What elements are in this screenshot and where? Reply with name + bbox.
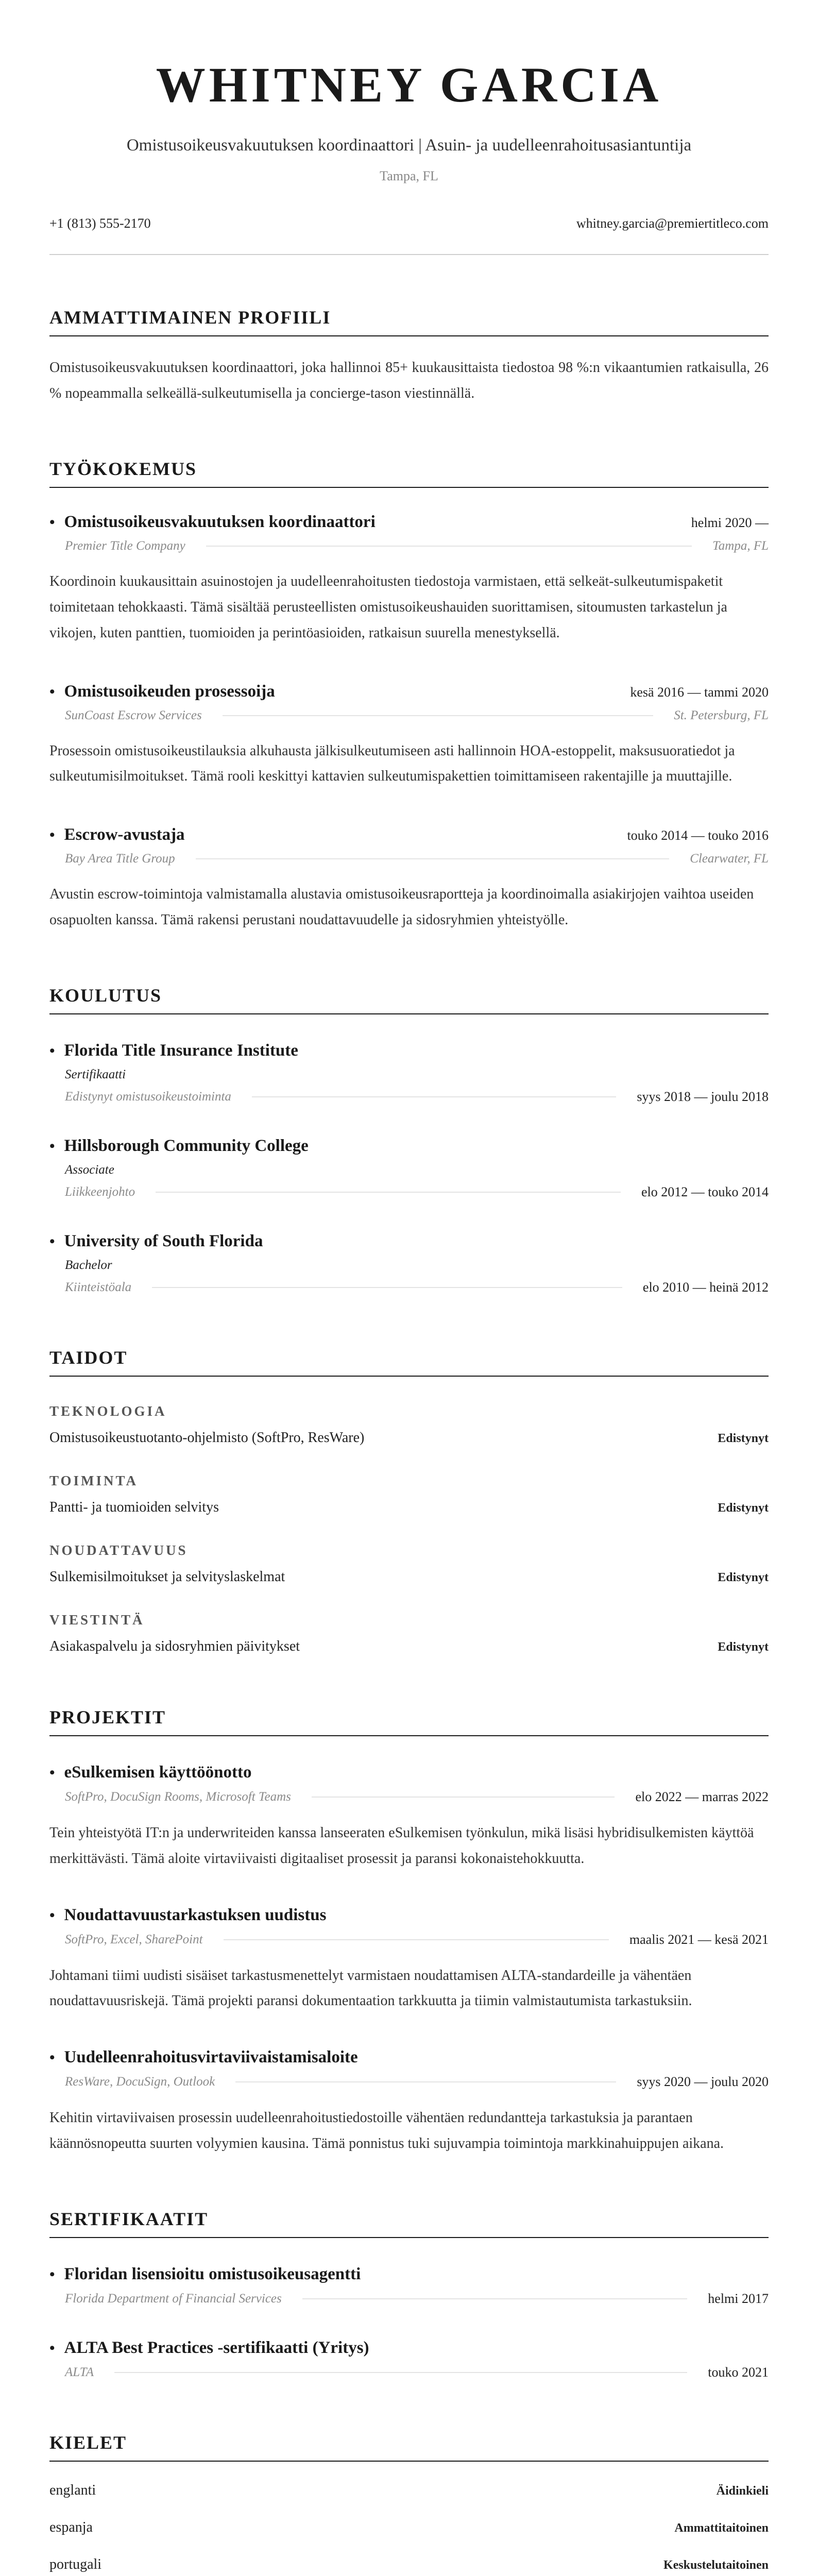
candidate-title: Omistusoikeusvakuutuksen koordinaattori | Asuin- ja uudelleenrahoitusasiantuntija	[126, 136, 692, 155]
skill-category: NOUDATTAVUUS	[49, 1542, 188, 1558]
language-name: englanti	[49, 2482, 96, 2498]
bullet-icon: •	[49, 826, 55, 844]
divider	[235, 2081, 616, 2082]
project-tools: SoftPro, Excel, SharePoint	[65, 1932, 203, 1946]
bullet-icon: •	[49, 683, 55, 700]
project-title: eSulkemisen käyttöönotto	[64, 1762, 252, 1782]
certification-date: helmi 2017	[708, 2291, 769, 2306]
skill-group	[49, 1543, 769, 1585]
project-entry	[49, 1906, 769, 2014]
experience-entry	[49, 825, 769, 933]
candidate-name: WHITNEY GARCIA	[156, 57, 662, 112]
skill-category: VIESTINTÄ	[49, 1612, 145, 1628]
field-of-study: Kiinteistöala	[65, 1280, 132, 1294]
project-description: Kehitin virtaviivaisen prosessin uudelleenrahoitustiedostoille vähentäen redundantteja tarkastuksia ja parantaen käännösnopeutta suurten volyymien kausina. Tämä ponnistus tuki sujuvampia toimintoja markkinahuippujen aikana.	[49, 2110, 724, 2151]
divider	[312, 1797, 615, 1798]
candidate-location: Tampa, FL	[380, 168, 438, 184]
language-name: espanja	[49, 2519, 93, 2535]
project-tools: ResWare, DocuSign, Outlook	[65, 2075, 215, 2089]
contact-bar	[49, 216, 769, 255]
bullet-icon: •	[49, 1232, 55, 1250]
project-dates: maalis 2021 — kesä 2021	[629, 1931, 769, 1947]
skill-name: Asiakaspalvelu ja sidosryhmien päivitykset	[49, 1638, 300, 1654]
project-title: Noudattavuustarkastuksen uudistus	[64, 1905, 327, 1924]
languages-section	[49, 2432, 769, 2576]
school-name: Hillsborough Community College	[64, 1136, 309, 1155]
certification-entry	[49, 2338, 769, 2380]
job-title: Omistusoikeusvakuutuksen koordinaattori	[64, 513, 376, 532]
skill-level: Edistynyt	[718, 1640, 769, 1654]
section-heading: TYÖKOKEMUS	[49, 458, 769, 488]
experience-entry	[49, 682, 769, 790]
divider	[223, 715, 653, 716]
skill-category: TOIMINTA	[49, 1472, 139, 1488]
company-name: SunCoast Escrow Services	[65, 708, 202, 722]
divider	[152, 1287, 622, 1288]
divider	[224, 1939, 609, 1940]
bullet-icon: •	[49, 2265, 55, 2283]
language-name: portugali	[49, 2556, 102, 2572]
field-of-study: Liikkeenjohto	[65, 1184, 135, 1199]
degree: Associate	[65, 1162, 114, 1177]
project-description: Johtamani tiimi uudisti sisäiset tarkastusmenettelyt varmistaen noudattamisen ALTA-standardeille ja vähentäen noudattavuusriskejä. Tämä projekti paransi dokumentaation tarkkuutta ja tiimin valmistautumista tarkastuksiin.	[49, 1967, 692, 2009]
skill-level: Edistynyt	[718, 1431, 769, 1445]
job-location: Clearwater, FL	[690, 852, 769, 866]
skill-name: Sulkemisilmoitukset ja selvityslaskelmat	[49, 1568, 285, 1585]
project-dates: elo 2022 — marras 2022	[635, 1789, 769, 1804]
bullet-icon: •	[49, 514, 55, 531]
company-name: Premier Title Company	[65, 539, 185, 553]
section-heading: PROJEKTIT	[49, 1706, 769, 1736]
skill-level: Edistynyt	[718, 1570, 769, 1584]
job-title: Omistusoikeuden prosessoija	[64, 682, 275, 701]
skill-name: Pantti- ja tuomioiden selvitys	[49, 1499, 219, 1515]
skills-section	[49, 1347, 769, 1655]
certification-issuer: ALTA	[65, 2365, 94, 2379]
job-description: Prosessoin omistusoikeustilauksia alkuhausta jälkisulkeutumiseen asti hallinnoin HOA-estoppelit, maksusuoratiedot ja sulkeutumisilmoitukset. Tämä rooli keskittyi kattavien sulkeutumispakettien toimittamiseen rakentajille ja muuttajille.	[49, 742, 735, 785]
language-row	[49, 2556, 769, 2573]
job-location: Tampa, FL	[712, 539, 769, 553]
projects-section	[49, 1706, 769, 2157]
degree: Sertifikaatti	[65, 1067, 126, 1081]
education-dates: elo 2012 — touko 2014	[641, 1184, 769, 1199]
school-name: University of South Florida	[64, 1231, 263, 1250]
bullet-icon: •	[49, 1764, 55, 1781]
education-dates: elo 2010 — heinä 2012	[642, 1279, 769, 1295]
project-tools: SoftPro, DocuSign Rooms, Microsoft Teams	[65, 1789, 291, 1804]
divider	[156, 1192, 621, 1193]
section-heading: KOULUTUS	[49, 985, 769, 1014]
skill-category: TEKNOLOGIA	[49, 1403, 167, 1419]
skill-group	[49, 1403, 769, 1446]
education-section	[49, 985, 769, 1295]
skill-name: Omistusoikeustuotanto-ohjelmisto (SoftPro, ResWare)	[49, 1429, 365, 1446]
skill-level: Edistynyt	[718, 1501, 769, 1515]
project-entry	[49, 1763, 769, 1872]
language-level: Keskustelutaitoinen	[663, 2558, 769, 2572]
project-description: Tein yhteistyötä IT:n ja underwriteiden kanssa lanseeraten eSulkemisen työnkulun, mikä lisäsi hybridisulkemisten käyttöä merkittävästi. Tämä aloite virtaviivaisti digitaaliset prosessit ja paransi kokonaistehokkuutta.	[49, 1824, 754, 1867]
resume-header	[49, 57, 769, 184]
section-heading: AMMATTIMAINEN PROFIILI	[49, 307, 769, 336]
skill-group	[49, 1612, 769, 1655]
job-description: Avustin escrow-toimintoja valmistamalla alustavia omistusoikeusraportteja ja koordinoimalla asiakirjojen vaihtoa useiden osapuolten kanssa. Tämä rakensi perustani noudattavuudelle ja sidosryhmien yhteistyölle.	[49, 886, 754, 928]
certification-date: touko 2021	[708, 2364, 769, 2380]
language-row	[49, 2482, 769, 2499]
project-entry	[49, 2048, 769, 2157]
degree: Bachelor	[65, 1258, 112, 1272]
experience-section	[49, 458, 769, 933]
divider	[114, 2372, 687, 2373]
phone-number: +1 (813) 555-2170	[49, 216, 151, 231]
section-heading: KIELET	[49, 2432, 769, 2462]
section-heading: SERTIFIKAATIT	[49, 2208, 769, 2238]
education-dates: syys 2018 — joulu 2018	[637, 1089, 769, 1104]
school-name: Florida Title Insurance Institute	[64, 1041, 298, 1060]
email-address: whitney.garcia@premiertitleco.com	[576, 216, 769, 231]
certification-issuer: Florida Department of Financial Services	[65, 2291, 282, 2306]
job-description: Koordinoin kuukausittain asuinostojen ja uudelleenrahoitusten tiedostoja varmistaen, että selkeät-sulkeutumispaketit toimitetaan tehokkaasti. Tämä sisältää perusteellisten omistusoikeushauiden suorittamisen, sitoumusten tarkastelun ja vikojen, kuten panttien, tuomioiden ja perintöasioiden, ratkaisun suurella menestyksellä.	[49, 573, 727, 641]
language-level: Ammattitaitoinen	[674, 2521, 769, 2535]
job-dates: kesä 2016 — tammi 2020	[630, 684, 769, 700]
experience-entry	[49, 513, 769, 646]
profile-text: Omistusoikeusvakuutuksen koordinaattori, joka hallinnoi 85+ kuukausittaista tiedostoa 98 %:n vikaantumien ratkaisulla, 26 % nopeammalla selkeällä-sulkeutumisella ja concierge-tason viestinnällä.	[49, 360, 769, 402]
bullet-icon: •	[49, 1137, 55, 1155]
bullet-icon: •	[49, 2339, 55, 2357]
education-entry	[49, 1232, 769, 1295]
bullet-icon: •	[49, 1906, 55, 1924]
bullet-icon: •	[49, 2049, 55, 2066]
certifications-section	[49, 2208, 769, 2380]
certification-title: Floridan lisensioitu omistusoikeusagentti	[64, 2264, 361, 2283]
language-level: Äidinkieli	[716, 2484, 769, 2498]
job-dates: helmi 2020 —	[691, 515, 769, 531]
divider	[302, 2298, 688, 2299]
bullet-icon: •	[49, 1042, 55, 1059]
certification-entry	[49, 2265, 769, 2307]
job-dates: touko 2014 — touko 2016	[627, 828, 769, 843]
profile-section	[49, 307, 769, 406]
divider	[252, 1096, 616, 1097]
divider	[206, 546, 692, 547]
divider	[196, 858, 670, 859]
education-entry	[49, 1041, 769, 1105]
project-title: Uudelleenrahoitusvirtaviivaistamisaloite	[64, 2048, 358, 2067]
company-name: Bay Area Title Group	[65, 852, 175, 866]
language-row	[49, 2519, 769, 2536]
project-dates: syys 2020 — joulu 2020	[637, 2074, 769, 2090]
field-of-study: Edistynyt omistusoikeustoiminta	[65, 1089, 231, 1104]
education-entry	[49, 1137, 769, 1200]
section-heading: TAIDOT	[49, 1347, 769, 1377]
certification-title: ALTA Best Practices -sertifikaatti (Yritys)	[64, 2338, 369, 2357]
skill-group	[49, 1473, 769, 1516]
job-location: St. Petersburg, FL	[674, 708, 769, 722]
job-title: Escrow-avustaja	[64, 825, 185, 844]
